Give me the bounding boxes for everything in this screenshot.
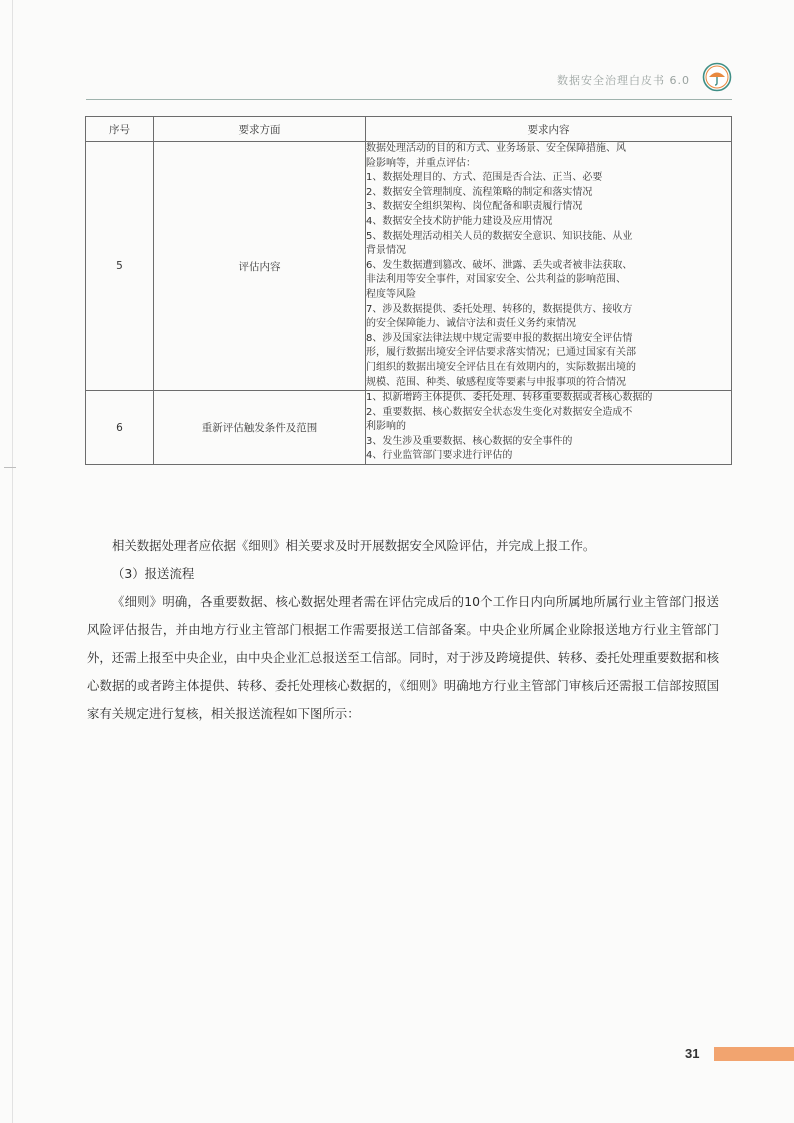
page-number: 31 — [685, 1046, 700, 1061]
content-line: 5、数据处理活动相关人员的数据安全意识、知识技能、从业 — [366, 230, 633, 242]
table-row — [86, 142, 732, 391]
content-line: 形，履行数据出境安全评估要求落实情况；已通过国家有关部 — [366, 347, 636, 359]
content-line: 程度等风险 — [366, 288, 416, 300]
content-line: 背景情况 — [366, 245, 406, 257]
requirements-table — [85, 116, 732, 465]
umbrella-logo-icon — [702, 62, 732, 92]
table-row — [86, 391, 732, 465]
content-line: 4、数据安全技术防护能力建设及应用情况 — [366, 215, 553, 227]
table-header-row — [86, 117, 732, 142]
content-line: 非法利用等安全事件，对国家安全、公共利益的影响范围、 — [366, 274, 626, 286]
paragraph: 相关数据处理者应依据《细则》相关要求及时开展数据安全风险评估，并完成上报工作。 — [112, 538, 596, 553]
content-line: 规模、范围、种类、敏感程度等要素与申报事项的符合情况 — [366, 376, 626, 388]
content-line: 1、数据处理目的、方式、范围是否合法、正当、必要 — [366, 172, 603, 184]
content-line: 门组织的数据出境安全评估且在有效期内的，实际数据出境的 — [366, 361, 636, 373]
content-line: 3、数据安全组织架构、岗位配备和职责履行情况 — [366, 201, 583, 213]
row-number: 5 — [86, 142, 154, 391]
content-line: 6、发生数据遭到篡改、破坏、泄露、丢失或者被非法获取、 — [366, 259, 633, 271]
margin-mark — [4, 467, 16, 468]
page-binding-edge — [12, 0, 13, 1123]
header-title: 数据安全治理白皮书 6.0 — [557, 74, 690, 87]
running-header — [86, 60, 732, 100]
page-number-accent-bar — [714, 1047, 794, 1061]
content-line: 4、行业监管部门要求进行评估的 — [366, 450, 513, 462]
row-content — [366, 142, 732, 391]
row-aspect: 评估内容 — [154, 142, 366, 391]
row-aspect: 重新评估触发条件及范围 — [154, 391, 366, 465]
content-line: 数据处理活动的目的和方式、业务场景、安全保障措施、风 — [366, 143, 626, 154]
content-line: 2、重要数据、核心数据安全状态发生变化对数据安全造成不 — [366, 406, 633, 418]
column-header-aspect: 要求方面 — [154, 117, 366, 142]
content-line: 7、涉及数据提供、委托处理、转移的，数据提供方、接收方 — [366, 303, 633, 315]
column-header-number: 序号 — [86, 117, 154, 142]
content-line: 的安全保障能力、诚信守法和责任义务约束情况 — [366, 318, 576, 330]
body-text — [87, 532, 719, 728]
content-line: 利影响的 — [366, 421, 406, 433]
column-header-content: 要求内容 — [366, 117, 732, 142]
content-line: 险影响等，并重点评估： — [366, 157, 476, 169]
content-line: 1、拟新增跨主体提供、委托处理、转移重要数据或者核心数据的 — [366, 392, 653, 404]
row-content — [366, 391, 732, 465]
row-number: 6 — [86, 391, 154, 465]
section-subheading: （3）报送流程 — [112, 566, 195, 581]
paragraph: 《细则》明确，各重要数据、核心数据处理者需在评估完成后的10个工作日内向所属地所属行业主管部门报送风险评估报告，并由地方行业主管部门根据工作需要报送工信部备案。中央企业所属企业除报送地方行业主管部门外，还需上报至中央企业，由中央企业汇总报送至工信部。同时，对于涉及跨境提供、转移、委托处理重要数据和核心数据的或者跨主体提供、转移、委托处理核心数据的，《细则》明确地方行业主管部门审核后还需报工信部按照国家有关规定进行复核，相关报送流程如下图所示： — [87, 594, 719, 721]
content-line: 8、涉及国家法律法规中规定需要申报的数据出境安全评估情 — [366, 332, 633, 344]
content-line: 3、发生涉及重要数据、核心数据的安全事件的 — [366, 435, 573, 447]
header-rule — [86, 99, 732, 100]
content-line: 2、数据安全管理制度、流程策略的制定和落实情况 — [366, 186, 593, 198]
